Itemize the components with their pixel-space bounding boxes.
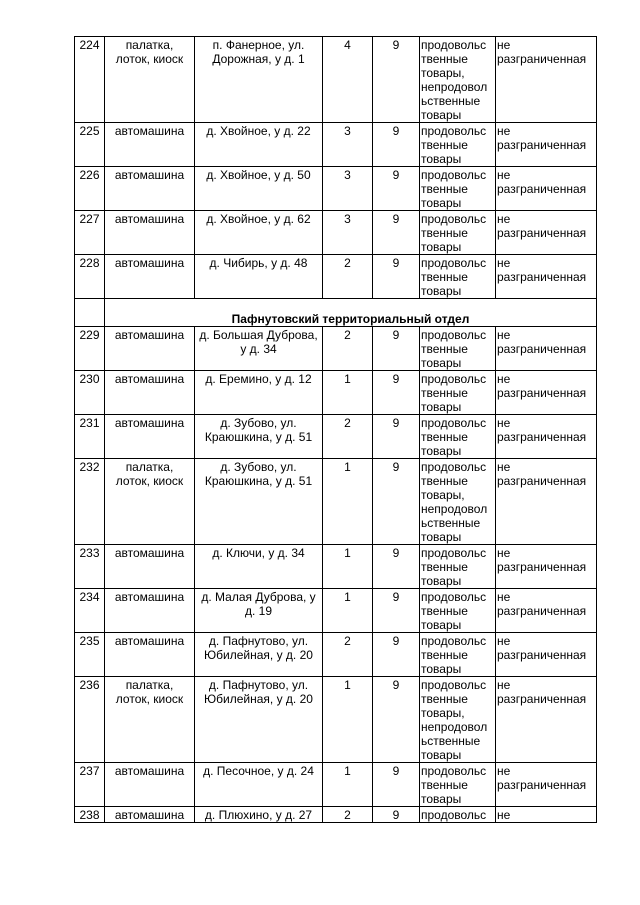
address-cell: д. Хвойное, у д. 62 <box>195 211 323 255</box>
count-cell: 1 <box>323 459 373 545</box>
table-row <box>75 123 597 167</box>
row-number: 235 <box>75 633 105 677</box>
count-cell: 2 <box>323 255 373 299</box>
table-row <box>75 37 597 123</box>
count-cell: 1 <box>323 677 373 763</box>
goods-cell: продовольс <box>420 807 496 823</box>
property-cell: не разграниченная <box>496 459 597 545</box>
table-row <box>75 763 597 807</box>
count-cell: 3 <box>323 123 373 167</box>
count-cell: 3 <box>323 211 373 255</box>
object-type: палатка, лоток, киоск <box>105 459 195 545</box>
object-type: автомашина <box>105 763 195 807</box>
goods-cell: продовольс твенные товары, непродовол ьственные товары <box>420 459 496 545</box>
property-cell: не <box>496 807 597 823</box>
count-cell: 2 <box>323 633 373 677</box>
property-cell: не разграниченная <box>496 633 597 677</box>
address-cell: д. Еремино, у д. 12 <box>195 371 323 415</box>
count-cell: 4 <box>323 37 373 123</box>
property-cell: не разграниченная <box>496 327 597 371</box>
row-number: 227 <box>75 211 105 255</box>
table-row <box>75 589 597 633</box>
table-row <box>75 167 597 211</box>
address-cell: д. Ключи, у д. 34 <box>195 545 323 589</box>
count-cell: 2 <box>323 807 373 823</box>
goods-cell: продовольс твенные товары <box>420 415 496 459</box>
address-cell: д. Пафнутово, ул. Юбилейная, у д. 20 <box>195 633 323 677</box>
term-cell: 9 <box>373 415 420 459</box>
object-type: автомашина <box>105 167 195 211</box>
term-cell: 9 <box>373 37 420 123</box>
row-number: 228 <box>75 255 105 299</box>
table-body-before <box>75 37 597 299</box>
property-cell: не разграниченная <box>496 211 597 255</box>
row-number: 224 <box>75 37 105 123</box>
row-number: 229 <box>75 327 105 371</box>
row-number: 230 <box>75 371 105 415</box>
section-title: Пафнутовский территориальный отдел <box>105 299 597 327</box>
term-cell: 9 <box>373 255 420 299</box>
count-cell: 1 <box>323 545 373 589</box>
address-cell: д. Большая Дуброва, у д. 34 <box>195 327 323 371</box>
object-type: автомашина <box>105 807 195 823</box>
term-cell: 9 <box>373 677 420 763</box>
table-row <box>75 211 597 255</box>
property-cell: не разграниченная <box>496 123 597 167</box>
term-cell: 9 <box>373 763 420 807</box>
count-cell: 2 <box>323 415 373 459</box>
property-cell: не разграниченная <box>496 371 597 415</box>
table-row <box>75 807 597 823</box>
goods-cell: продовольс твенные товары <box>420 255 496 299</box>
trade-locations-table <box>74 36 597 823</box>
row-number: 226 <box>75 167 105 211</box>
address-cell: д. Малая Дуброва, у д. 19 <box>195 589 323 633</box>
address-cell: д. Пафнутово, ул. Юбилейная, у д. 20 <box>195 677 323 763</box>
object-type: автомашина <box>105 545 195 589</box>
goods-cell: продовольс твенные товары, непродовол ьственные товары <box>420 677 496 763</box>
object-type: автомашина <box>105 633 195 677</box>
address-cell: д. Хвойное, у д. 50 <box>195 167 323 211</box>
term-cell: 9 <box>373 327 420 371</box>
row-number: 231 <box>75 415 105 459</box>
object-type: автомашина <box>105 415 195 459</box>
term-cell: 9 <box>373 545 420 589</box>
table-body-after <box>75 327 597 823</box>
term-cell: 9 <box>373 211 420 255</box>
row-number: 232 <box>75 459 105 545</box>
object-type: автомашина <box>105 589 195 633</box>
row-number: 234 <box>75 589 105 633</box>
goods-cell: продовольс твенные товары <box>420 327 496 371</box>
term-cell: 9 <box>373 459 420 545</box>
object-type: автомашина <box>105 371 195 415</box>
row-number: 233 <box>75 545 105 589</box>
goods-cell: продовольс твенные товары <box>420 545 496 589</box>
object-type: палатка, лоток, киоск <box>105 37 195 123</box>
address-cell: д. Песочное, у д. 24 <box>195 763 323 807</box>
section-row <box>75 299 597 327</box>
count-cell: 1 <box>323 371 373 415</box>
table-row <box>75 677 597 763</box>
row-number: 238 <box>75 807 105 823</box>
object-type: автомашина <box>105 255 195 299</box>
address-cell: д. Чибирь, у д. 48 <box>195 255 323 299</box>
goods-cell: продовольс твенные товары <box>420 589 496 633</box>
table-row <box>75 327 597 371</box>
goods-cell: продовольс твенные товары <box>420 123 496 167</box>
section-empty-cell <box>75 299 105 327</box>
goods-cell: продовольс твенные товары <box>420 633 496 677</box>
object-type: палатка, лоток, киоск <box>105 677 195 763</box>
object-type: автомашина <box>105 123 195 167</box>
goods-cell: продовольс твенные товары <box>420 763 496 807</box>
count-cell: 3 <box>323 167 373 211</box>
row-number: 237 <box>75 763 105 807</box>
property-cell: не разграниченная <box>496 763 597 807</box>
property-cell: не разграниченная <box>496 37 597 123</box>
property-cell: не разграниченная <box>496 589 597 633</box>
object-type: автомашина <box>105 211 195 255</box>
goods-cell: продовольс твенные товары <box>420 211 496 255</box>
table-row <box>75 371 597 415</box>
section-header <box>75 299 597 327</box>
address-cell: д. Плюхино, у д. 27 <box>195 807 323 823</box>
address-cell: д. Зубово, ул. Краюшкина, у д. 51 <box>195 415 323 459</box>
table-row <box>75 255 597 299</box>
address-cell: п. Фанерное, ул. Дорожная, у д. 1 <box>195 37 323 123</box>
count-cell: 2 <box>323 327 373 371</box>
goods-cell: продовольс твенные товары <box>420 167 496 211</box>
address-cell: д. Хвойное, у д. 22 <box>195 123 323 167</box>
term-cell: 9 <box>373 633 420 677</box>
table-row <box>75 415 597 459</box>
row-number: 236 <box>75 677 105 763</box>
table-row <box>75 459 597 545</box>
object-type: автомашина <box>105 327 195 371</box>
property-cell: не разграниченная <box>496 545 597 589</box>
count-cell: 1 <box>323 763 373 807</box>
term-cell: 9 <box>373 589 420 633</box>
goods-cell: продовольс твенные товары, непродовол ьственные товары <box>420 37 496 123</box>
row-number: 225 <box>75 123 105 167</box>
table-row <box>75 633 597 677</box>
property-cell: не разграниченная <box>496 677 597 763</box>
property-cell: не разграниченная <box>496 255 597 299</box>
term-cell: 9 <box>373 167 420 211</box>
term-cell: 9 <box>373 123 420 167</box>
term-cell: 9 <box>373 371 420 415</box>
table-row <box>75 545 597 589</box>
address-cell: д. Зубово, ул. Краюшкина, у д. 51 <box>195 459 323 545</box>
term-cell: 9 <box>373 807 420 823</box>
property-cell: не разграниченная <box>496 167 597 211</box>
goods-cell: продовольс твенные товары <box>420 371 496 415</box>
count-cell: 1 <box>323 589 373 633</box>
property-cell: не разграниченная <box>496 415 597 459</box>
